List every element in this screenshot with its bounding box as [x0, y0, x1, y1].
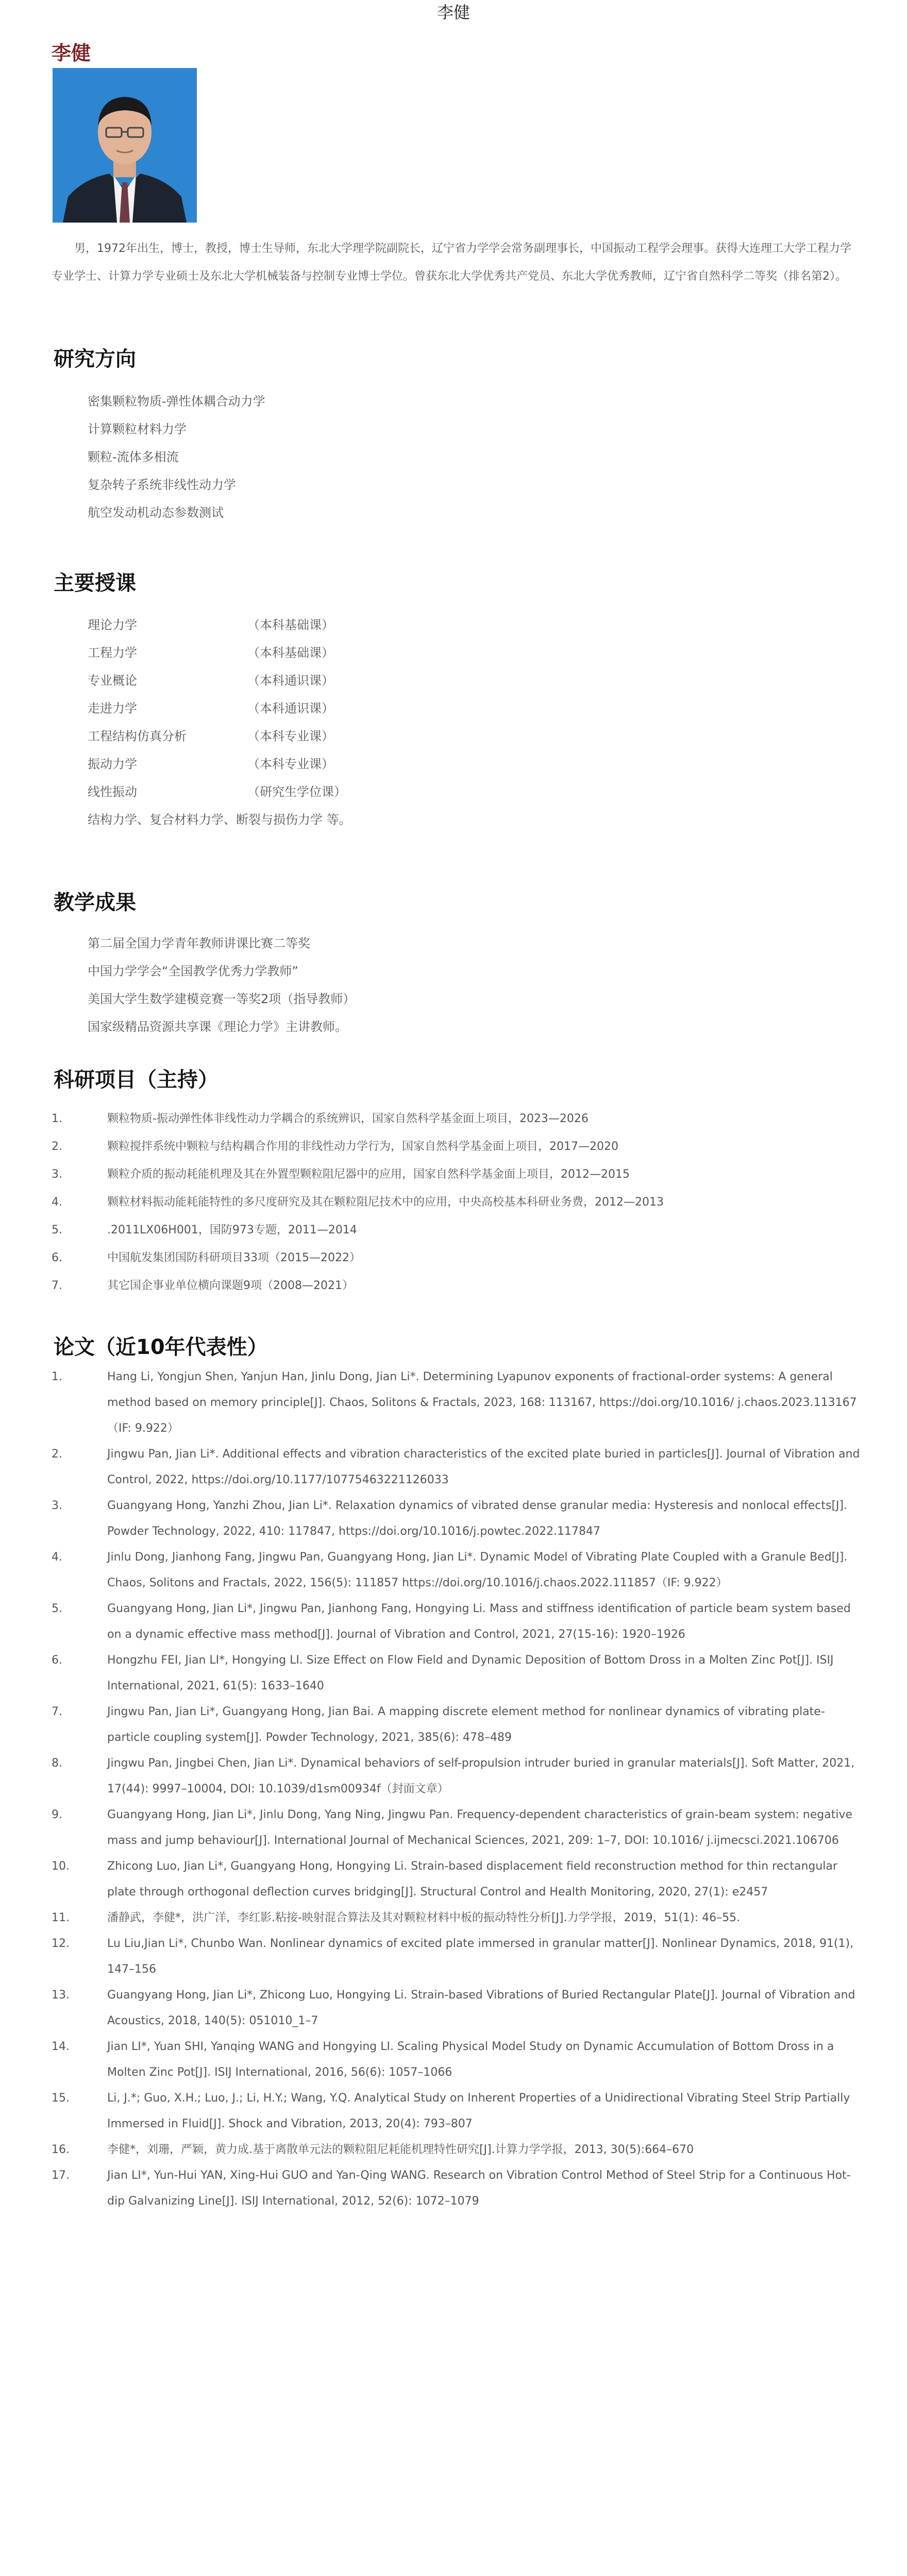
item-text: 颗粒材料振动能耗能特性的多尺度研究及其在颗粒阻尼技术中的应用，中央高校基本科研业务费，2012—2013	[107, 1196, 664, 1209]
item-text: Jingwu Pan, Jingbei Chen, Jian Li*. Dynamical behaviors of self-propulsion intruder buried in granular materials[J]. Soft Matter, 2021, 17(44): 9997–10004, DOI: 10.1039/d1sm00934f（封面文章）	[107, 1757, 855, 1795]
list-item	[52, 1802, 866, 1854]
item-number: 17.	[52, 2169, 70, 2182]
profile-photo	[53, 68, 197, 223]
course-name: 线性振动	[88, 785, 137, 799]
item-text: Guangyang Hong, Jian Li*, Zhicong Luo, Hongying Li. Strain-based Vibrations of Buried Rectangular Plate[J]. Journal of Vibration and Acoustics, 2018, 140(5): 051010_1–7	[107, 1989, 855, 2027]
list-item	[52, 1931, 866, 1982]
list-item: 航空发动机动态参数测试	[88, 505, 224, 520]
list-item	[52, 1751, 866, 1802]
list-item	[88, 667, 351, 694]
research-section-title: 研究方向	[54, 347, 136, 371]
list-item	[52, 1364, 866, 1442]
list-item	[52, 1161, 866, 1189]
item-number: 2.	[52, 1448, 62, 1461]
list-item	[88, 694, 351, 722]
list-item	[52, 2137, 866, 2163]
list-item	[52, 1442, 866, 1493]
list-item	[88, 722, 351, 750]
list-item: 国家级精品资源共享课《理论力学》主讲教师。	[88, 1020, 347, 1034]
item-number: 7.	[52, 1705, 62, 1718]
list-item: 计算颗粒材料力学	[88, 422, 187, 436]
item-text: Guangyang Hong, Jian Li*, Jinlu Dong, Yang Ning, Jingwu Pan. Frequency-dependent characteristics of grain-beam system: negative mass and jump behaviour[J]. International Journal of Mechanical Sciences, 2021, 209: 1–7, DOI: 10.1016/ j.ijmecsci.2021.106706	[107, 1808, 852, 1847]
item-text: Jingwu Pan, Jian Li*, Guangyang Hong, Jian Bai. A mapping discrete element method for nonlinear dynamics of vibrating plate-particle coupling system[J]. Powder Technology, 2021, 385(6): 478–489	[107, 1705, 825, 1744]
list-item	[52, 1545, 866, 1596]
list-item	[52, 1272, 866, 1300]
item-text: .2011LX06H001，国防973专题，2011—2014	[107, 1224, 357, 1236]
list-item	[52, 1854, 866, 1905]
item-text: Zhicong Luo, Jian Li*, Guangyang Hong, Hongying Li. Strain-based displacement field reconstruction method for thin rectangular plate through orthogonal deflection curves bridging[J]. Structural Control and Health Monitoring, 2020, 27(1): e2457	[107, 1860, 837, 1899]
list-item	[52, 1133, 866, 1161]
item-number: 1.	[52, 1370, 62, 1383]
list-item	[52, 1905, 866, 1931]
list-item	[88, 778, 351, 806]
item-number: 15.	[52, 2092, 70, 2105]
course-name: 走进力学	[88, 701, 137, 716]
item-number: 5.	[52, 1602, 62, 1615]
item-text: Guangyang Hong, Yanzhi Zhou, Jian Li*. Relaxation dynamics of vibrated dense granular media: Hysteresis and nonlocal effects[J]. Powder Technology, 2022, 410: 117847, https://doi.org/10.1016/j.powtec.2022.117847	[107, 1499, 848, 1538]
item-text: Jian LI*, Yuan SHI, Yanqing WANG and Hongying LI. Scaling Physical Model Study on Dynamic Accumulation of Bottom Dross in a Molten Zinc Pot[J]. ISIJ International, 2016, 56(6): 1057–1066	[107, 2040, 834, 2079]
list-item	[88, 639, 351, 667]
list-item	[52, 1216, 866, 1244]
bio-text: 男，1972年出生，博士，教授，博士生导师，东北大学理学院副院长，辽宁省力学学会常务副理事长，中国振动工程学会理事。获得大连理工大学工程力学专业学士、计算力学专业硕士及东北大学机械装备与控制专业博士学位。曾获东北大学优秀共产党员、东北大学优秀教师，辽宁省自然科学二等奖（排名第2）。	[52, 242, 851, 283]
course-type: （本科基础课）	[247, 646, 334, 660]
course-type: （本科专业课）	[247, 757, 334, 771]
courses-section-title: 主要授课	[54, 571, 136, 595]
item-number: 16.	[52, 2143, 70, 2156]
list-item	[52, 2034, 866, 2086]
list-item: 密集颗粒物质-弹性体耦合动力学	[88, 394, 265, 409]
item-text: Li, J.*; Guo, X.H.; Luo, J.; Li, H.Y.; Wang, Y.Q. Analytical Study on Inherent Properties of a Unidirectional Vibrating Steel Strip Partially Immersed in Fluid[J]. Shock and Vibration, 2013, 20(4): 793–807	[107, 2092, 850, 2130]
item-text: 颗粒搅拌系统中颗粒与结构耦合作用的非线性动力学行为，国家自然科学基金面上项目，2017—2020	[107, 1140, 618, 1153]
item-number: 3.	[52, 1168, 62, 1181]
item-number: 4.	[52, 1551, 62, 1564]
item-number: 2.	[52, 1140, 62, 1153]
list-item: 第二届全国力学青年教师讲课比赛二等奖	[88, 936, 310, 951]
item-number: 5.	[52, 1224, 62, 1236]
portrait-image	[53, 68, 197, 223]
item-number: 6.	[52, 1654, 62, 1667]
item-number: 13.	[52, 1989, 70, 2002]
item-text: Hang Li, Yongjun Shen, Yanjun Han, Jinlu Dong, Jian Li*. Determining Lyapunov exponents of fractional-order systems: A general method based on memory principle[J]. Chaos, Solitons & Fractals, 2023, 168: 113167, https://doi.org/10.1016/ j.chaos.2023.113167（IF: 9.922）	[107, 1370, 857, 1435]
list-item	[52, 2086, 866, 2137]
list-item	[52, 1244, 866, 1272]
item-number: 11.	[52, 1911, 70, 1924]
list-item	[52, 1648, 866, 1699]
course-name: 工程力学	[88, 646, 137, 660]
item-text: 潘静武，李健*，洪广洋，李红影.粘接-映射混合算法及其对颗粒材料中板的振动特性分析[J].力学学报，2019，51(1): 46–55.	[107, 1911, 741, 1924]
item-text: Hongzhu FEI, Jian LI*, Hongying LI. Size Effect on Flow Field and Dynamic Deposition of Bottom Dross in a Molten Zinc Pot[J]. ISIJ International, 2021, 61(5): 1633–1640	[107, 1654, 834, 1692]
list-item	[52, 1699, 866, 1751]
teaching-list	[88, 929, 355, 1041]
page-title: 李健	[436, 3, 470, 22]
course-type: （本科通识课）	[247, 673, 334, 688]
list-item	[88, 806, 351, 834]
list-item	[88, 750, 351, 778]
item-text: 李健*，刘珊，严颖，黄力成.基于离散单元法的颗粒阻尼耗能机理特性研究[J].计算力学学报，2013, 30(5):664–670	[107, 2143, 694, 2156]
projects-section-title: 科研项目（主持）	[54, 1068, 219, 1092]
item-number: 8.	[52, 1757, 62, 1770]
list-item: 颗粒-流体多相流	[88, 450, 179, 464]
item-number: 12.	[52, 1937, 70, 1950]
course-name: 结构力学、复合材料力学、断裂与损伤力学 等。	[88, 812, 351, 827]
papers-list	[52, 1364, 866, 2214]
profile-name: 李健	[52, 42, 91, 64]
list-item: 中国力学学会“全国教学优秀力学教师”	[88, 964, 298, 978]
list-item	[52, 1189, 866, 1216]
item-text: Jingwu Pan, Jian Li*. Additional effects and vibration characteristics of the excited plate buried in particles[J]. Journal of Vibration and Control, 2022, https://doi.org/10.1177/10775463221126033	[107, 1448, 860, 1486]
list-item: 复杂转子系统非线性动力学	[88, 478, 236, 492]
list-item	[52, 2163, 866, 2214]
course-name: 工程结构仿真分析	[88, 729, 187, 743]
research-list	[88, 387, 265, 527]
item-number: 9.	[52, 1808, 62, 1821]
list-item	[52, 1493, 866, 1545]
list-item	[52, 1105, 866, 1133]
course-type: （研究生学位课）	[247, 785, 346, 799]
item-text: Lu Liu,Jian Li*, Chunbo Wan. Nonlinear dynamics of excited plate immersed in granular matter[J]. Nonlinear Dynamics, 2018, 91(1), 147–156	[107, 1937, 854, 1976]
course-type: （本科通识课）	[247, 701, 334, 716]
teaching-section-title: 教学成果	[54, 891, 136, 914]
course-type: （本科专业课）	[247, 729, 334, 743]
item-number: 1.	[52, 1112, 62, 1125]
item-text: 其它国企事业单位横向课题9项（2008—2021）	[107, 1279, 354, 1292]
item-text: 颗粒介质的振动耗能机理及其在外置型颗粒阻尼器中的应用，国家自然科学基金面上项目，2012—2015	[107, 1168, 630, 1181]
courses-list	[88, 611, 351, 834]
item-text: 中国航发集团国防科研项目33项（2015—2022）	[107, 1251, 361, 1264]
item-text: 颗粒物质-振动弹性体非线性动力学耦合的系统辨识，国家自然科学基金面上项目，2023—2026	[107, 1112, 589, 1125]
course-name: 专业概论	[88, 673, 137, 688]
item-text: Jinlu Dong, Jianhong Fang, Jingwu Pan, Guangyang Hong, Jian Li*. Dynamic Model of Vibrating Plate Coupled with a Granule Bed[J]. Chaos, Solitons and Fractals, 2022, 156(5): 111857 https://doi.org/10.1016/j.chaos.2022.111857（IF: 9.922）	[107, 1551, 848, 1589]
course-name: 理论力学	[88, 618, 137, 632]
item-text: Jian LI*, Yun-Hui YAN, Xing-Hui GUO and Yan-Qing WANG. Research on Vibration Control Method of Steel Strip for a Continuous Hot-dip Galvanizing Line[J]. ISIJ International, 2012, 52(6): 1072–1079	[107, 2169, 851, 2208]
item-number: 10.	[52, 1860, 70, 1873]
course-type: （本科基础课）	[247, 618, 334, 632]
list-item	[88, 611, 351, 639]
course-name: 振动力学	[88, 757, 137, 771]
papers-section-title: 论文（近10年代表性）	[54, 1335, 268, 1359]
item-number: 14.	[52, 2040, 70, 2053]
item-number: 4.	[52, 1196, 62, 1209]
list-item	[52, 1982, 866, 2034]
list-item: 美国大学生数学建模竞赛一等奖2项（指导教师）	[88, 992, 356, 1006]
projects-list	[52, 1105, 866, 1300]
item-number: 3.	[52, 1499, 62, 1512]
item-number: 6.	[52, 1251, 62, 1264]
item-number: 7.	[52, 1279, 62, 1292]
list-item	[52, 1596, 866, 1648]
item-text: Guangyang Hong, Jian Li*, Jingwu Pan, Jianhong Fang, Hongying Li. Mass and stiffness identification of particle beam system based on a dynamic effective mass method[J]. Journal of Vibration and Control, 2021, 27(15-16): 1920–1926	[107, 1602, 851, 1641]
